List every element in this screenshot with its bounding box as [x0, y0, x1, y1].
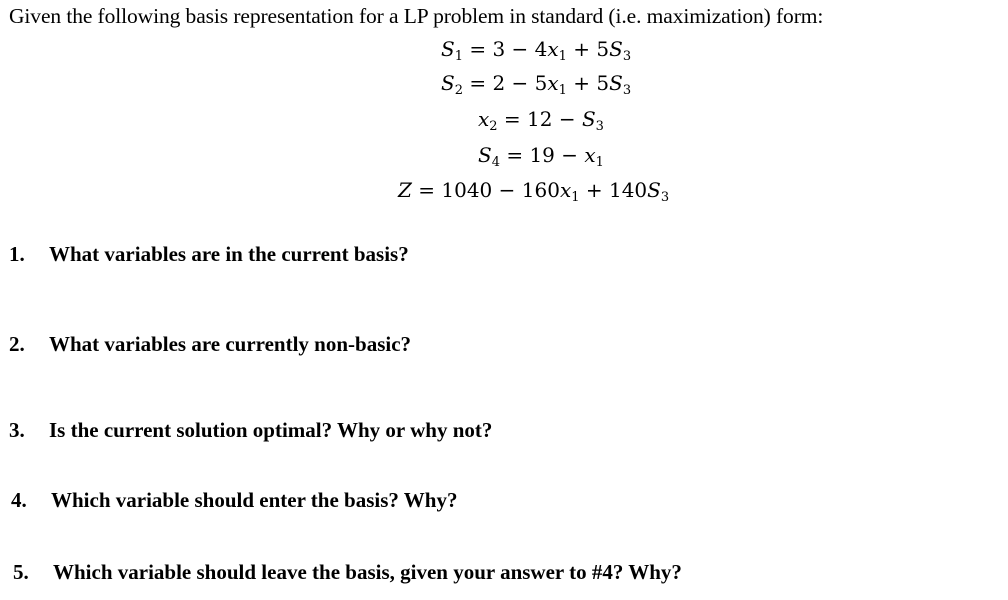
question-number: 2.	[9, 332, 25, 356]
eq-lhs-subscript: 2	[489, 119, 498, 134]
question-number: 4.	[11, 488, 27, 512]
eq-term-var: x	[584, 143, 596, 167]
eq-coefficient: + 140	[579, 178, 648, 202]
eq-lhs-subscript: 2	[454, 83, 463, 98]
eq-constant: = 3 − 4	[469, 37, 548, 61]
question-4	[11, 488, 457, 513]
eq-term-subscript: 1	[558, 83, 567, 98]
eq-lhs-subscript: 4	[491, 155, 500, 170]
eq-term-var: x	[559, 178, 572, 202]
eq-term-var: S	[609, 71, 623, 95]
eq-term-subscript: 3	[622, 83, 632, 98]
question-number: 3.	[9, 418, 25, 442]
eq-term-var: S	[609, 37, 623, 61]
eq-term-subscript: 1	[571, 190, 580, 205]
eq-lhs: S	[441, 71, 455, 95]
eq-constant: = 12 −	[503, 107, 582, 131]
eq-term-subscript: 3	[660, 190, 670, 205]
question-text: Which variable should leave the basis, given your answer to #4? Why?	[53, 560, 682, 584]
eq-term-subscript: 3	[622, 49, 632, 64]
question-number: 1.	[9, 242, 25, 266]
question-2	[9, 332, 411, 357]
intro-text: Given the following basis representation for a LP problem in standard (i.e. maximization) form:	[9, 4, 824, 28]
eq-term-var: x	[547, 37, 559, 61]
eq-term-subscript: 3	[595, 119, 604, 134]
eq-term-subscript: 1	[595, 155, 604, 170]
eq-coefficient: + 5	[566, 37, 610, 61]
question-text: Which variable should enter the basis? Why?	[51, 488, 458, 512]
eq-lhs-subscript: 1	[454, 49, 463, 64]
question-5	[13, 560, 682, 585]
question-number: 5.	[13, 560, 29, 584]
eq-lhs: x	[478, 107, 490, 131]
question-text: What variables are in the current basis?	[49, 242, 409, 266]
eq-lhs: S	[441, 37, 455, 61]
question-text: Is the current solution optimal? Why or why not?	[49, 418, 493, 442]
eq-term-subscript: 1	[558, 49, 567, 64]
question-3	[9, 418, 492, 443]
eq-lhs: Z	[398, 178, 412, 202]
eq-term-var: x	[547, 71, 559, 95]
eq-coefficient: + 5	[566, 71, 610, 95]
eq-lhs: S	[478, 143, 492, 167]
eq-constant: = 19 −	[506, 143, 585, 167]
eq-term-var: S	[647, 178, 661, 202]
eq-term-var: S	[581, 107, 596, 131]
eq-constant: = 1040 − 160	[418, 178, 560, 202]
question-text: What variables are currently non-basic?	[49, 332, 412, 356]
question-1	[9, 242, 409, 267]
eq-constant: = 2 − 5	[469, 71, 548, 95]
